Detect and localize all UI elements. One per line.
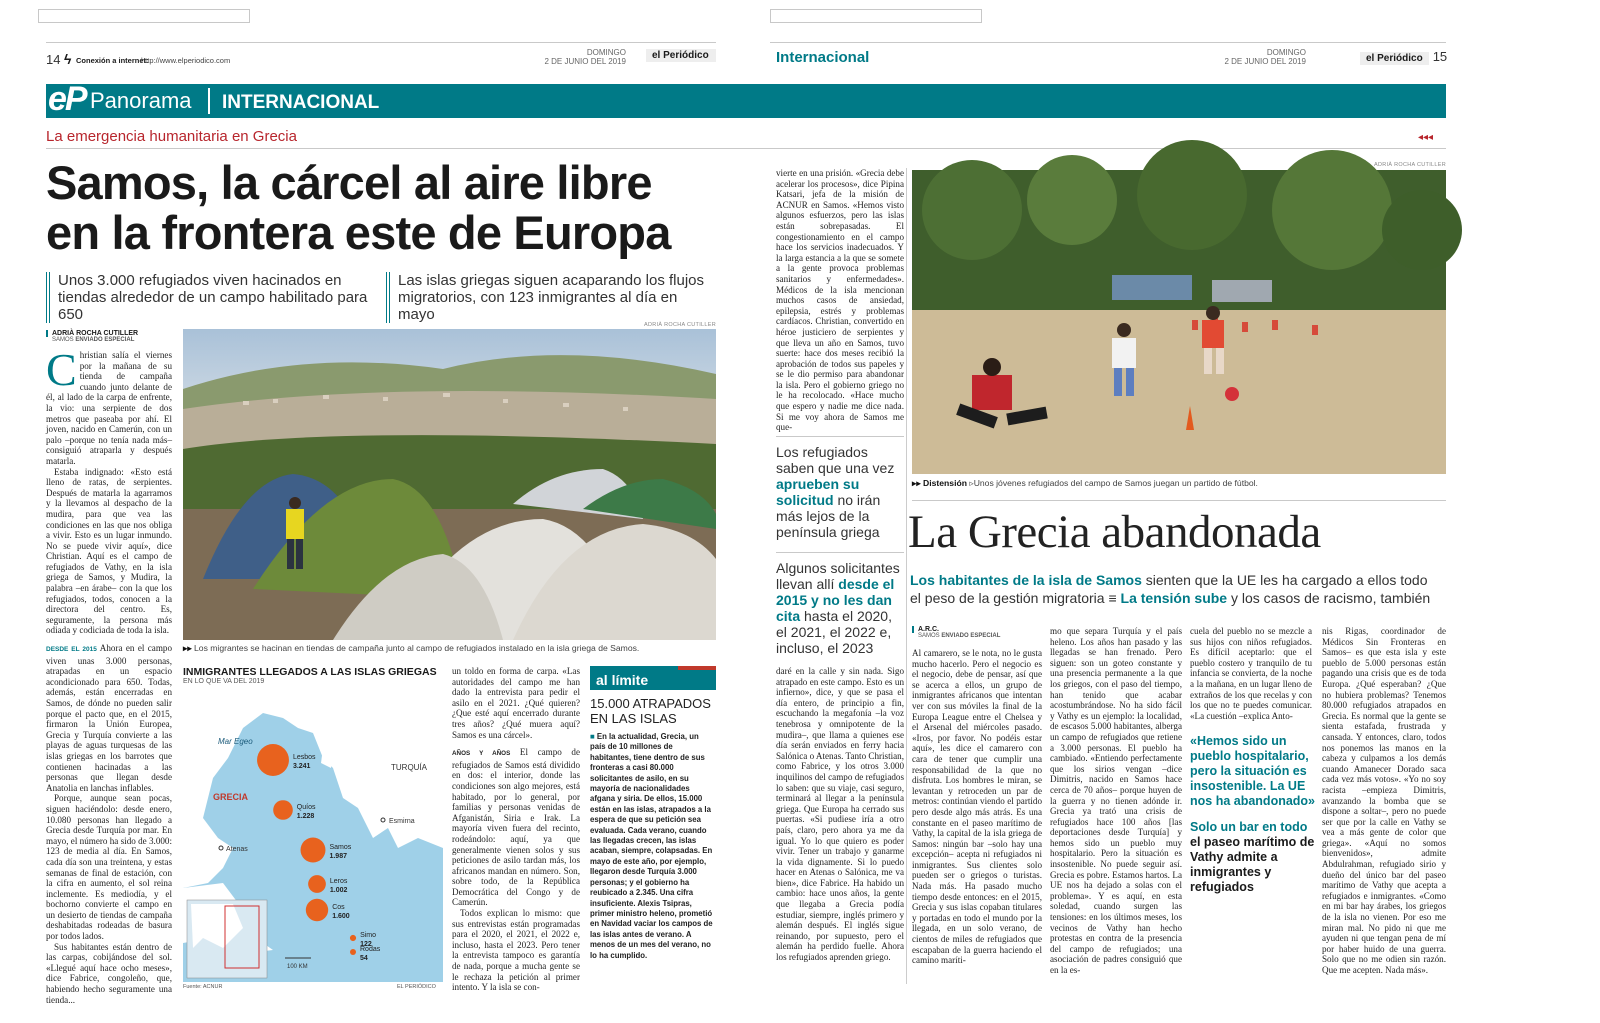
page-number: 14	[46, 52, 61, 67]
box-title: al límite	[590, 670, 716, 690]
kicker-arrows-icon: ◂◂◂	[1418, 132, 1434, 143]
deck	[910, 571, 1436, 607]
photo1-credit: ADRIÀ ROCHA CUTILLER	[643, 322, 716, 328]
map-bubble-rodas	[350, 949, 356, 955]
headline2-rule	[912, 500, 1446, 501]
right-date-text: 2 DE JUNIO DEL 2019	[1224, 57, 1306, 66]
top-stub-right	[770, 9, 982, 23]
map-island-name: Rodas	[360, 946, 381, 953]
left-date	[486, 48, 626, 66]
site-url[interactable]: http://www.elperiodico.com	[141, 56, 231, 65]
map-scale-label: 100 KM	[287, 964, 308, 970]
map-island-value: 122	[360, 941, 372, 948]
map-subtitle: EN LO QUE VA DEL 2019	[183, 678, 265, 685]
map-bubble-quíos	[273, 800, 293, 820]
byline2-role: ENVIADO ESPECIAL	[941, 633, 1001, 639]
map-island-name: Cos	[332, 904, 345, 911]
camp-photo	[183, 329, 716, 640]
quote1-rule	[776, 436, 904, 437]
quote2-a: Algunos solicitantes llevan allí	[776, 560, 900, 592]
col1-p3-lead: DESDE EL 2015	[46, 646, 97, 654]
map-island-name: Samos	[329, 844, 352, 851]
left-page-header	[46, 48, 716, 70]
quote1-a: Los refugiados saben que una vez	[776, 444, 895, 476]
box-text	[590, 732, 716, 961]
dropcap: C	[46, 344, 77, 395]
paper-name-left: el Periódico	[646, 49, 716, 62]
photo1-caption-text: Los migrantes se hacinan en tiendas de campaña junto al campo de refugiados instalado en la isla griega de Samos.	[194, 643, 640, 653]
map-graphic	[183, 666, 443, 990]
caption2-arrow-icon: ▹	[969, 478, 974, 488]
right-paper-block	[1360, 48, 1447, 66]
map-bubble-simo	[350, 935, 356, 941]
byline-place	[46, 337, 172, 343]
map-island-name: Simo	[360, 932, 377, 939]
side-quote-1	[776, 444, 904, 540]
map-bubble-lesbos	[257, 744, 289, 776]
quote2-c: hasta el 2020, el 2021, el 2022 e, incluso, el 2023	[776, 608, 892, 656]
headline-2: La Grecia abandonada	[908, 506, 1321, 558]
map-brand: EL PERIÓDICO	[397, 984, 436, 990]
section-divider	[208, 88, 210, 114]
right-column-1-bottom: daré en la calle y sin nada. Sigo atrapado en este campo. Esto es un infierno», dice, y que se pasa el día entero, de principio a fin, escuchando la megafonía –la voz tenebrosa y omnipotente de la mudira–, que llama a quienes ese día serán enviados en ferry hacia Salónica o Atenas. Tanto Christian, como Fabrice, y los otros 3.000 inquilinos del campo de refugiados lo saben: que su viaje, casi seguro, terminará al llegar a la península griega. Que Europa ha cerrado sus puertas. «Si pudiese iría a otro país, claro, pero ahora ya me da igual. Yo lo que quiero es poder vivir. Tener un trabajo y ganarme la vida dignamente. Si lo puedo hacer en Atenas o Salónica, me va bien», dice Fabrice. Ha habido un cambio: hace unos años, la gente que llegaba a Grecia podía estudiar, siempre, inglés primero y alemán después. El inglés sigue reinando, por supuesto, pero el alemán ha perdido fuelle. Ahora los refugiados aprenden griego.	[776, 666, 905, 963]
byline-role: ENVIADO ESPECIAL	[75, 337, 135, 343]
map-island-value: 1.228	[296, 813, 315, 820]
brand-logo: eP	[48, 80, 86, 118]
quote4-b: el paseo marítimo de Vathy admite a inmigrantes y refugiados	[1190, 835, 1315, 894]
col3-p2: El campo de refugiados de Samos está dividido en dos: el interior, donde las condiciones son algo mejores, está habitado, por lo general, por familias y personas venidas de Afganistán, Siria e Irak. La mayoría viven fuera del recinto, rodeándolo: aquí, ya que generalmente vienen solos y sus peticiones de asilo tardan más, los africanos mandan en número. Son, sobre todo, de la República Democrática del Congo y de Camerún.	[452, 747, 580, 908]
kicker: La emergencia humanitaria en Grecia	[46, 128, 297, 145]
photo2-caption	[912, 478, 1446, 489]
col1-lead: hristian salía el viernes por la mañana de su tienda de campaña cuando junto delante de él, al lado de la carpa de enfrente, la vio: una serpiente de dos metros que paseaba por ahí. El joven, nacido en Camerún, con un palo –porque no tenía nada más– consiguió atraparla y después matarla.	[46, 350, 172, 466]
col1-p3: Ahora en el campo viven unas 3.000 personas, atrapadas en un espacio acondicionado para 650. Todas, además, están encerradas en Samos, de dónde no pueden salir porque el pacto que, en el 2015, firmaron la Unión Europea, Grecia y Turquía convierte a las playas de aguas turquesas de las islas griegas en los barrotes que contienen hacinadas a las personas que llegan desde Anatolia en lanchas inflables.	[46, 643, 173, 793]
map-title: INMIGRANTES LLEGADOS A LAS ISLAS GRIEGAS	[183, 666, 437, 678]
football-photo	[912, 170, 1446, 474]
quote1-c: no irán más lejos de la península griega	[776, 492, 881, 540]
byline	[46, 330, 172, 343]
col1-p2: Estaba indignado: «Esto está lleno de ratas, de serpientes. Después de matarla la agarramos y la llevamos al despacho de la mudira, para que vea las condiciones en las que nos obliga a vivir. Esto es un lugar inmundo. No se puede vivir aquí», dice Christian. Aquí es el campo de refugiados de Vathy, en la isla griega de Samos, y Mudira, la palabra –en árabe– con la que los refugiados, todos, conocen a la directora del centro. Es, seguramente, la persona más odiada y codiciada de toda la isla.	[46, 466, 172, 636]
byline2-place-name: SAMOS	[918, 633, 940, 639]
byline2-place	[912, 633, 1042, 639]
map-island-value: 3.241	[292, 763, 311, 770]
subhead-2: Las islas griegas siguen acaparando los flujos migratorios, con 123 inmigrantes al día en mayo	[386, 272, 716, 323]
right-article-col-4-top: cuela del pueblo no se mezcle a sus hijos con niños refugiados. Es difícil aceptarlo: que el pueblo costero y tranquilo de tu infancia se convierta, de la noche a la mañana, en un lugar lleno de extraños de los que recelas y con los que no te puedes comunicar. «La cuestión –explica Anto-	[1190, 626, 1312, 721]
right-column-1: vierte en una prisión. «Grecia debe acelerar los procesos», dice Pipina Katsari, jefa de la misión de ACNUR en Samos. «Hemos visto algunos esfuerzos, pero las islas están sobrepasadas. El congestionamiento en el campo hace los servicios inadecuados. Y la larga estancia a la que se somete a la gente provoca problemas sanitarios y enfermedades». Médicos de la isla mencionan muchos casos de ansiedad, epilepsia, estrés y problemas cardíacos. Christian, convertido en héroe justiciero de serpientes y que lleva un año en Samos, tuvo suerte: hace dos meses recibió la aprobación de todos sus papeles y se le dio permiso para abandonar la isla. Pero el gobierno griego no le ha recolocado. «Hace mucho que espero y nadie me dice nada. Si me voy ahora de Samos me que-	[776, 168, 904, 433]
map-island-name: Quíos	[296, 804, 316, 811]
right-section: Internacional	[776, 49, 870, 66]
headline-line-2: en la frontera este de Europa	[46, 206, 671, 259]
map-country-turkey: TURQUÍA	[391, 763, 427, 772]
deck-b: sienten que la UE les ha cargado a ellos todo el peso de la gestión migratoria	[910, 572, 1428, 606]
quote1-b: aprueben su solicitud	[776, 476, 860, 508]
box-text-content: En la actualidad, Grecia, un país de 10 millones de habitantes, tiene dentro de sus fronteras a casi 80.000 solicitantes de asilo, en su mayoría de nacionalidades afgana y siria. De ellos, 15.000 están en las islas, atrapados a la espera de que su petición sea evaluada. Cada verano, cuando las llegadas crecen, las islas acaban, siempre, colapsadas. En mayo de este año, por ejemplo, llegaron desde Turquía 3.000 personas; y el gobierno ha reubicado a 2.345. Una cifra insuficiente. Alexis Tsipras, primer ministro heleno, prometió en Navidad vaciar los campos de las islas antes de verano. A menos de un mes del verano, no lo ha cumplido.	[590, 732, 713, 960]
pull-quote-3: «Hemos sido un pueblo hospitalario, pero la situación es insostenible. La UE nos ha abandonado»	[1190, 734, 1316, 808]
photo1-caption	[183, 643, 716, 654]
map-bubble-leros	[308, 875, 326, 893]
map-city-dot-izmir	[381, 818, 385, 822]
map-island-value: 1.987	[329, 853, 348, 860]
box-subtitle: 15.000 ATRAPADOS EN LAS ISLAS	[590, 696, 711, 726]
col3-p1: un toldo en forma de carpa. «Las autoridades del campo me han dado la entrevista para pedir el asilo en el 2021. ¿Qué quieren? ¿Que esté aquí encerrado durante tres años? ¿Qué muera aquí? Samos es una cárcel».	[452, 666, 580, 740]
right-date	[1166, 48, 1306, 66]
left-date-text: 2 DE JUNIO DEL 2019	[544, 57, 626, 66]
right-day: DOMINGO	[1266, 48, 1306, 57]
byline2-name: A.R.C.	[912, 626, 1042, 633]
header-rule-right	[770, 42, 1446, 43]
map-island-value: 54	[360, 955, 368, 962]
col3-p2-lead: AÑOS Y AÑOS	[452, 750, 511, 758]
deck-separator-icon: ≡	[1108, 590, 1117, 606]
bolt-icon: ϟ	[64, 51, 72, 67]
caption-arrows-icon: ▸▸	[183, 643, 192, 653]
right-article-col-5: nis Rigas, coordinador de Médicos Sin Fronteras en Samos– es que esta isla y este pueblo de 5.000 personas están pagando una crisis que es de toda Europa. ¿Qué esperaban? ¿Que no hubiera problemas? Tenemos 80.000 refugiados atrapados en Grecia. Es normal que la gente se sienta estafada, frustrada y cansada. Y entonces, claro, todos nos ponemos las manos en la cabeza y culpamos a los demás cuando Amanecer Dorado saca cada vez más votos». «Yo no soy racista –empieza Dimitris, avanzando la bomba que se dispone a soltar–, pero no puede ser que por la calle en Vathy se vea a más gente de color que griega». «Aquí no somos bienvenidos», admite Abdulrahman, refugiado sirio y dueño del único bar del paseo marítimo de Vathy que acepta a refugiados e inmigrantes. «Como en mi bar hay árabes, los griegos de la isla no vienen. Por eso me miran mal. No pido ni que me ayuden ni que tengan pena de mí por haber huido de una guerra. Solo que no me odien sin razón. Que me acepten. Nada más».	[1322, 626, 1446, 975]
camp-photo-illustration	[183, 329, 716, 640]
aegean-map	[183, 688, 443, 982]
map-city-athens: Atenas	[226, 846, 248, 853]
map-city-izmir: Esmirna	[389, 818, 415, 825]
headline	[46, 158, 736, 258]
football-photo-illustration	[912, 170, 1446, 474]
map-country-greece: GRECIA	[213, 792, 249, 802]
headline-line-1: Samos, la cárcel al aire libre	[46, 156, 652, 209]
article-column-3	[452, 666, 580, 993]
photo2-credit: ADRIÀ ROCHA CUTILLER	[1373, 162, 1446, 168]
map-sea-label: Mar Egeo	[218, 737, 253, 746]
top-stub-left	[38, 9, 250, 23]
football-ball	[1225, 387, 1239, 401]
quote2-b: desde el 2015 y no les dan cita	[776, 576, 895, 624]
pull-quote-4	[1190, 820, 1318, 895]
connection-label: Conexión a internet:	[76, 56, 149, 65]
byline-place-name: SAMOS	[52, 337, 74, 343]
header-rule-left	[46, 42, 716, 43]
deck-a: Los habitantes de la isla de Samos	[910, 572, 1142, 588]
col1-p4: Porque, aunque sean pocas, siguen haciéndolo: desde enero, 10.080 personas han llegado a Grecia desde Turquía por mar. En mayo, el número ha sido de 3.000: 123 de media al día. En Samos, cada día son una treintena, y estas semanas de final de estación, con la cifra en aumento, el sol reina inclemente. Es mediodía, y el bochorno convierte el campo en un desierto de tiendas de campaña deshabitadas rodeadas de basura por todos lados.	[46, 793, 172, 942]
quote2-rule	[776, 552, 904, 553]
map-island-name: Lesbos	[292, 754, 316, 761]
map-island-value: 1.600	[332, 913, 350, 920]
paper-name-right: el Periódico	[1360, 52, 1429, 65]
side-quote-2	[776, 560, 904, 656]
map-city-dot-athens	[219, 846, 223, 850]
map-bubble-samos	[301, 838, 326, 863]
map-island-name: Leros	[329, 878, 348, 885]
column-divider	[906, 168, 907, 984]
map-bubble-cos	[306, 899, 328, 921]
map-island-value: 1.002	[329, 887, 348, 894]
quote4-a: Solo un bar en todo	[1190, 820, 1308, 834]
left-day: DOMINGO	[586, 48, 626, 57]
map-source: Fuente: ACNUR	[183, 984, 223, 990]
article-column-1	[46, 344, 173, 1005]
col3-p3: Todos explican lo mismo: que sus entrevistas están programadas para el 2020, el 2021, el 2022 e, incluso, hasta el 2023. Pero tener la entrevista tampoco es garantía de nada, porque a mucha gente se le rechaza la petición al primer intento. Y la isla se con-	[452, 908, 580, 993]
byline-2	[912, 626, 1042, 639]
photo2-caption-text: Unos jóvenes refugiados del campo de Samos juegan un partido de fútbol.	[973, 478, 1258, 488]
right-article-col-3: mo que separa Turquía y el país heleno. Los años han pasado y las llegadas se han frenado. Pero siguen: son un goteo constante y una presencia permanente a la que los griegos, con el paso del tiempo, han tenido que acabar acostumbrándose. No ha sido fácil y Vathy es un ejemplo: la localidad, de escasos 5.000 habitantes, alberga un campo de refugiados que retiene a 3.000 personas. El pueblo ha cambiado. «Entiendo perfectamente que los sirios vengan –dice Dimitris, nacido en Samos hace cerca de 70 años– porque huyen de la guerra y no tienen adónde ir. Grecia ya trató una crisis de refugiados hace 100 años [las deportaciones desde Turquía] y hemos sido un pueblo muy hospitalario. Pero la situación es insostenible. No puede seguir así. Grecia es pobre. Estamos hartos. La UE nos ha dejado a solas con el problema». Y es aquí, en esta soledad, cuando surgen las tensiones: en los últimos meses, los vecinos de Vathy han hecho protestas en contra de la presencia del campo de refugiados; una asociación de padres consiguió que en la es-	[1050, 626, 1182, 975]
kicker-rule	[46, 148, 1446, 149]
deck-d: y los casos de racismo, también	[1227, 590, 1431, 606]
photo2-caption-lead: Distensión	[923, 478, 967, 488]
byline-name: ADRIÀ ROCHA CUTILLER	[46, 330, 172, 337]
box-square-icon: ■	[590, 732, 595, 741]
section-label: INTERNACIONAL	[222, 92, 380, 113]
caption2-arrows-icon: ▸▸	[912, 478, 921, 488]
col1-p5: Sus habitantes están dentro de las carpas, cobijándose del sol. «Llegué aquí hace ocho meses», dice Fabrice, congoleño, que, habiendo hecho seguramente una tienda...	[46, 941, 172, 1005]
right-article-col-2: Al camarero, se le nota, no le gusta mucho hacerlo. Pero el negocio es el negocio, debe de pensar, así que se acerca a ellos, un grupo de inmigrantes africanos que intentan ver con sus móviles la final de la Europa League entre el Chelsea y el Arsenal del miércoles pasado. «Iros, por favor. No podéis estar aquí», les dice el camarero con cara de tener que cumplir una responsabilidad de la que no disfruta. Los hombres le miran, se levantan y retroceden un par de metros: continúan viendo el partido pero desde algo más atrás. Es una constante en el paseo marítimo de Vathy, la capital de la isla griega de Samos: ningún bar –solo hay una excepción– acepta ni refugiados ni inmigrantes. Sus clientes solo pueden ser o griegos o turistas. Nada más. Ha pasado mucho tiempo desde entonces: en el 2015, Grecia y sus islas copaban titulares y portadas en todo el mundo por la llegada, en un solo verano, de cientos de miles de refugiados que escapaban de la guerra haciendo el camino maríti-	[912, 648, 1042, 966]
deck-c: La tensión sube	[1120, 590, 1228, 606]
section-name: Panorama	[90, 88, 192, 113]
al-limite-box	[590, 666, 716, 986]
right-page-number: 15	[1432, 49, 1448, 64]
subhead-1: Unos 3.000 refugiados viven hacinados en tiendas alrededor de un campo habilitado para 650	[46, 272, 376, 323]
